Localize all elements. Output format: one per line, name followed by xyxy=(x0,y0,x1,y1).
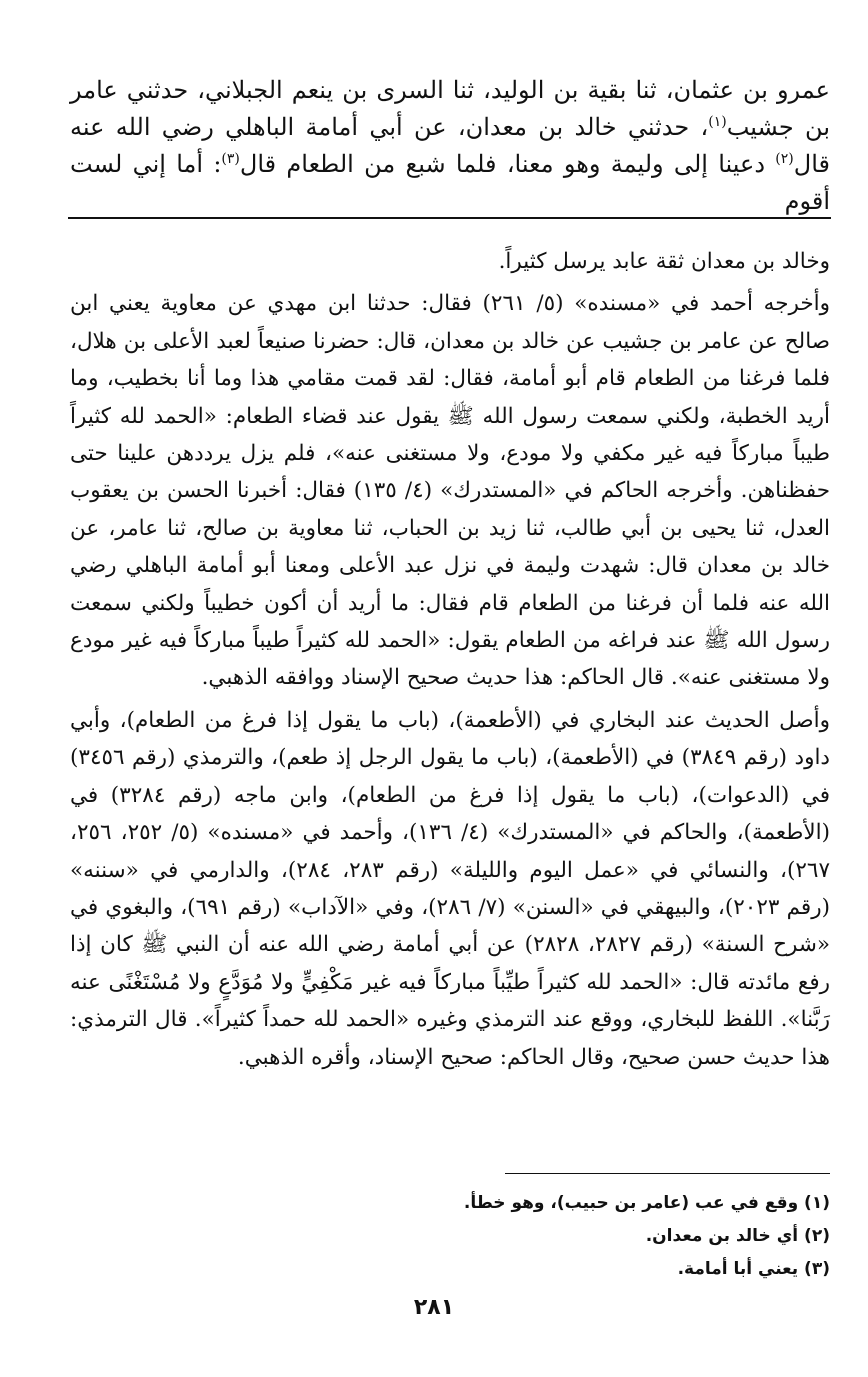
footnote-1: (١) وقع في عب (عامر بن حبيب)، وهو خطأ. xyxy=(463,1193,830,1213)
footnote-2: (٢) أي خالد بن معدان. xyxy=(645,1226,830,1246)
commentary-notes xyxy=(70,243,830,1081)
footnote-3: (٣) يعني أبا أمامة. xyxy=(677,1259,830,1279)
main-text-segment-2: ، حدثني خالد بن معدان، عن أبي أمامة الباهلي رضي الله عنه قال xyxy=(70,113,830,178)
commentary-paragraph-3: وأصل الحديث عند البخاري في (الأطعمة)، (باب ما يقول إذا فرغ من الطعام)، وأبي داود (رقم ٣٨٤٩) في (الأطعمة)، (باب ما يقول الرجل إذ طعم)، والترمذي (رقم ٣٤٥٦) في (الدعوات)، (باب ما يقول إذا فرغ من الطعام)، وابن ماجه (رقم ٣٢٨٤) في (الأطعمة)، والحاكم في «المستدرك» (٤/ ١٣٦)، وأحمد في «مسنده» (٥/ ٢٥٢، ٢٥٦، ٢٦٧)، والنسائي في «عمل اليوم والليلة» (رقم ٢٨٣، ٢٨٤)، والدارمي في «سننه» (رقم ٢٠٢٣)، والبيهقي في «السنن» (٧/ ٢٨٦)، وفي «الآداب» (رقم ٦٩١)، والبغوي في «شرح السنة» (رقم ٢٨٢٧، ٢٨٢٨) عن أبي أمامة رضي الله عنه أن النبي ﷺ كان إذا رفع مائدته قال: «الحمد لله كثيراً طيِّباً مباركاً فيه غير مَكْفِيٍّ ولا مُوَدَّعٍ ولا مُسْتَغْنًى عنه رَبَّنا». اللفظ للبخاري، ووقع عند الترمذي وغيره «الحمد لله حمداً كثيراً». قال الترمذي: هذا حديث حسن صحيح، وقال الحاكم: صحيح الإسناد، وأقره الذهبي. xyxy=(70,707,831,1070)
footnote-ref-1: (١) xyxy=(708,114,727,130)
commentary-paragraph-1: وخالد بن معدان ثقة عابد يرسل كثيراً. xyxy=(498,249,830,274)
main-hadith-text xyxy=(70,72,830,220)
footnote-ref-2: (٢) xyxy=(775,151,794,167)
footnote-ref-3: (٣) xyxy=(221,151,240,167)
page-number: ٢٨١ xyxy=(413,1295,455,1320)
footnote-divider xyxy=(505,1173,830,1174)
section-divider xyxy=(68,217,831,219)
main-paragraph xyxy=(70,72,830,220)
main-text-segment-4: : أما إني لست أقوم xyxy=(70,150,830,215)
main-text-segment-1: عمرو بن عثمان، ثنا بقية بن الوليد، ثنا السرى بن ينعم الجبلاني، حدثني عامر بن جشيب xyxy=(70,76,830,141)
main-text-segment-3: دعينا إلى وليمة وهو معنا، فلما شبع من الطعام قال xyxy=(239,150,776,178)
commentary-paragraph-2: وأخرجه أحمد في «مسنده» (٥/ ٢٦١) فقال: حدثنا ابن مهدي عن معاوية يعني ابن صالح عن عامر بن جشيب عن خالد بن معدان، قال: حضرنا صنيعاً لعبد الأعلى بن هلال، فلما فرغنا من الطعام قام أبو أمامة، فقال: لقد قمت مقامي هذا وما أنا بخطيب، وما أريد الخطبة، ولكني سمعت رسول الله ﷺ يقول عند قضاء الطعام: «الحمد لله كثيراً طيباً مباركاً فيه غير مكفي ولا مودع، ولا مستغنى عنه»، فلم يزل يرددهن علينا حتى حفظناهن. وأخرجه الحاكم في «المستدرك» (٤/ ١٣٥) فقال: أخبرنا الحسن بن يعقوب العدل، ثنا يحيى بن أبي طالب، ثنا زيد بن الحباب، ثنا معاوية بن صالح، ثنا عامر، عن خالد بن معدان قال: شهدت وليمة في نزل عبد الأعلى ومعنا أبو أمامة الباهلي رضي الله عنه فلما أن فرغنا من الطعام قام فقال: ما أريد أن أكون خطيباً ولكني سمعت رسول الله ﷺ عند فراغه من الطعام يقول: «الحمد لله كثيراً طيباً مباركاً فيه غير مودع ولا مستغنى عنه». قال الحاكم: هذا حديث صحيح الإسناد ووافقه الذهبي. xyxy=(70,291,831,691)
footnotes xyxy=(300,1187,830,1286)
